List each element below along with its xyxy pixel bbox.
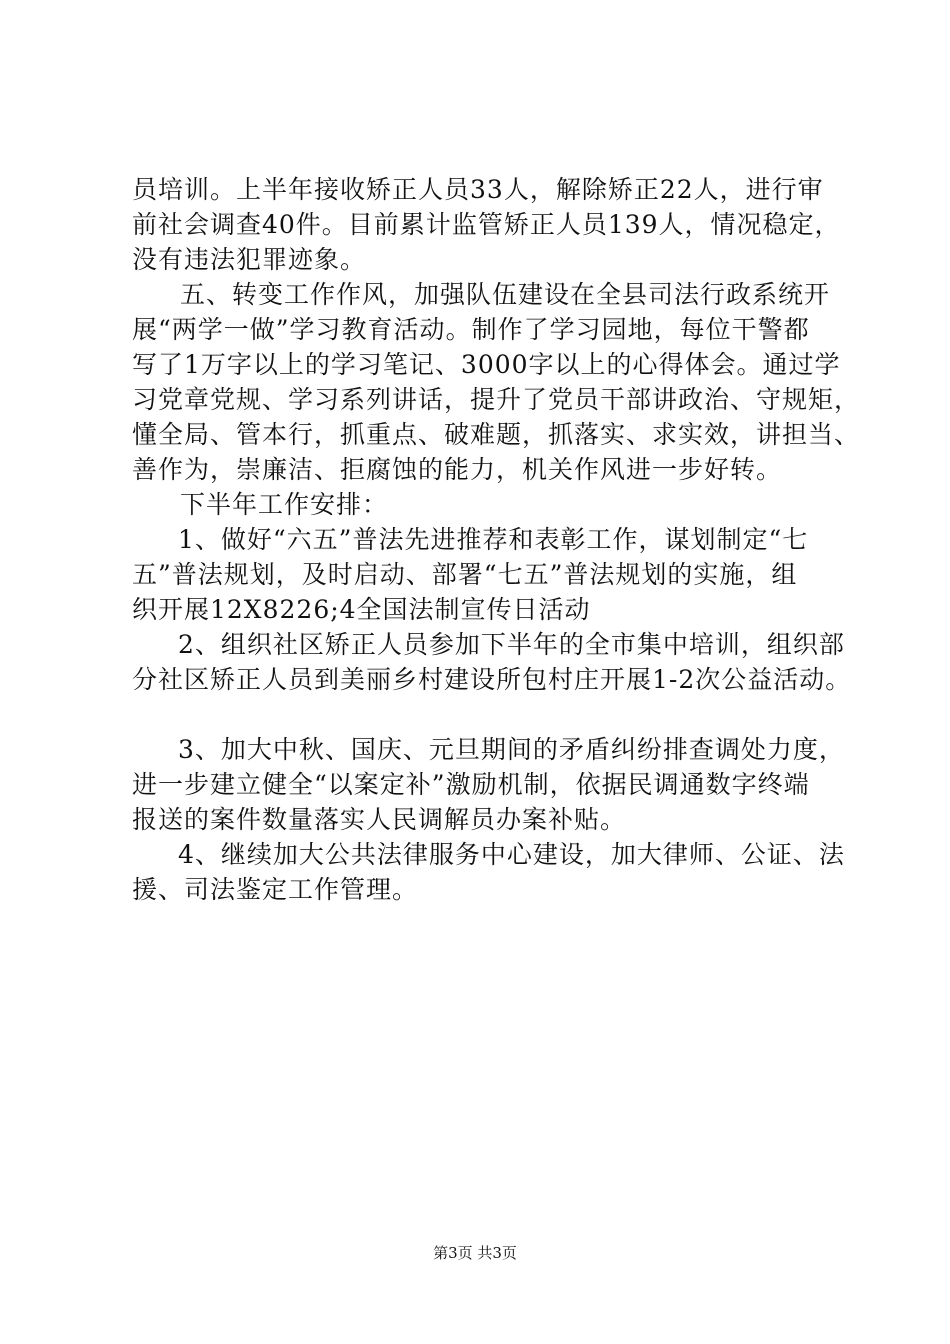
body-line: 织开展12X8226;4全国法制宣传日活动 [132,595,591,624]
plan-item-4: 4、继续加大公共法律服务中心建设，加大律师、公证、法 [178,840,845,869]
body-line: 五”普法规划，及时启动、部署“七五”普法规划的实施，组 [132,560,798,589]
body-line: 前社会调查40件。目前累计监管矫正人员139人，情况稳定， [132,210,841,239]
body-line: 懂全局、管本行，抓重点、破难题，抓落实、求实效，讲担当、 [132,420,861,449]
body-line: 员培训。上半年接收矫正人员33人，解除矫正22人，进行审 [132,175,824,204]
body-line: 援、司法鉴定工作管理。 [132,875,419,904]
body-line: 报送的案件数量落实人民调解员办案补贴。 [132,805,627,834]
body-line: 习党章党规、学习系列讲话，提升了党员干部讲政治、守规矩， [132,385,861,414]
body-line: 没有违法犯罪迹象。 [132,245,367,274]
plan-item-3: 3、加大中秋、国庆、元旦期间的矛盾纠纷排查调处力度， [178,735,845,764]
plan-item-1: 1、做好“六五”普法先进推荐和表彰工作，谋划制定“七 [178,525,809,554]
plan-item-2: 2、组织社区矫正人员参加下半年的全市集中培训，组织部 [178,630,845,659]
body-line: 展“两学一做”学习教育活动。制作了学习园地，每位干警都 [132,315,810,344]
page-footer: 第3页 共3页 [433,1244,517,1262]
body-line: 进一步建立健全“以案定补”激励机制，依据民调通数字终端 [132,770,810,799]
section-five-line: 五、转变工作作风，加强队伍建设在全县司法行政系统开 [180,280,831,309]
body-line: 分社区矫正人员到美丽乡村建设所包村庄开展1-2次公益活动。 [132,665,852,694]
body-line: 写了1万字以上的学习笔记、3000字以上的心得体会。通过学 [132,350,841,379]
plan-heading: 下半年工作安排： [180,490,389,519]
body-line: 善作为，崇廉洁、拒腐蚀的能力，机关作风进一步好转。 [132,455,783,484]
